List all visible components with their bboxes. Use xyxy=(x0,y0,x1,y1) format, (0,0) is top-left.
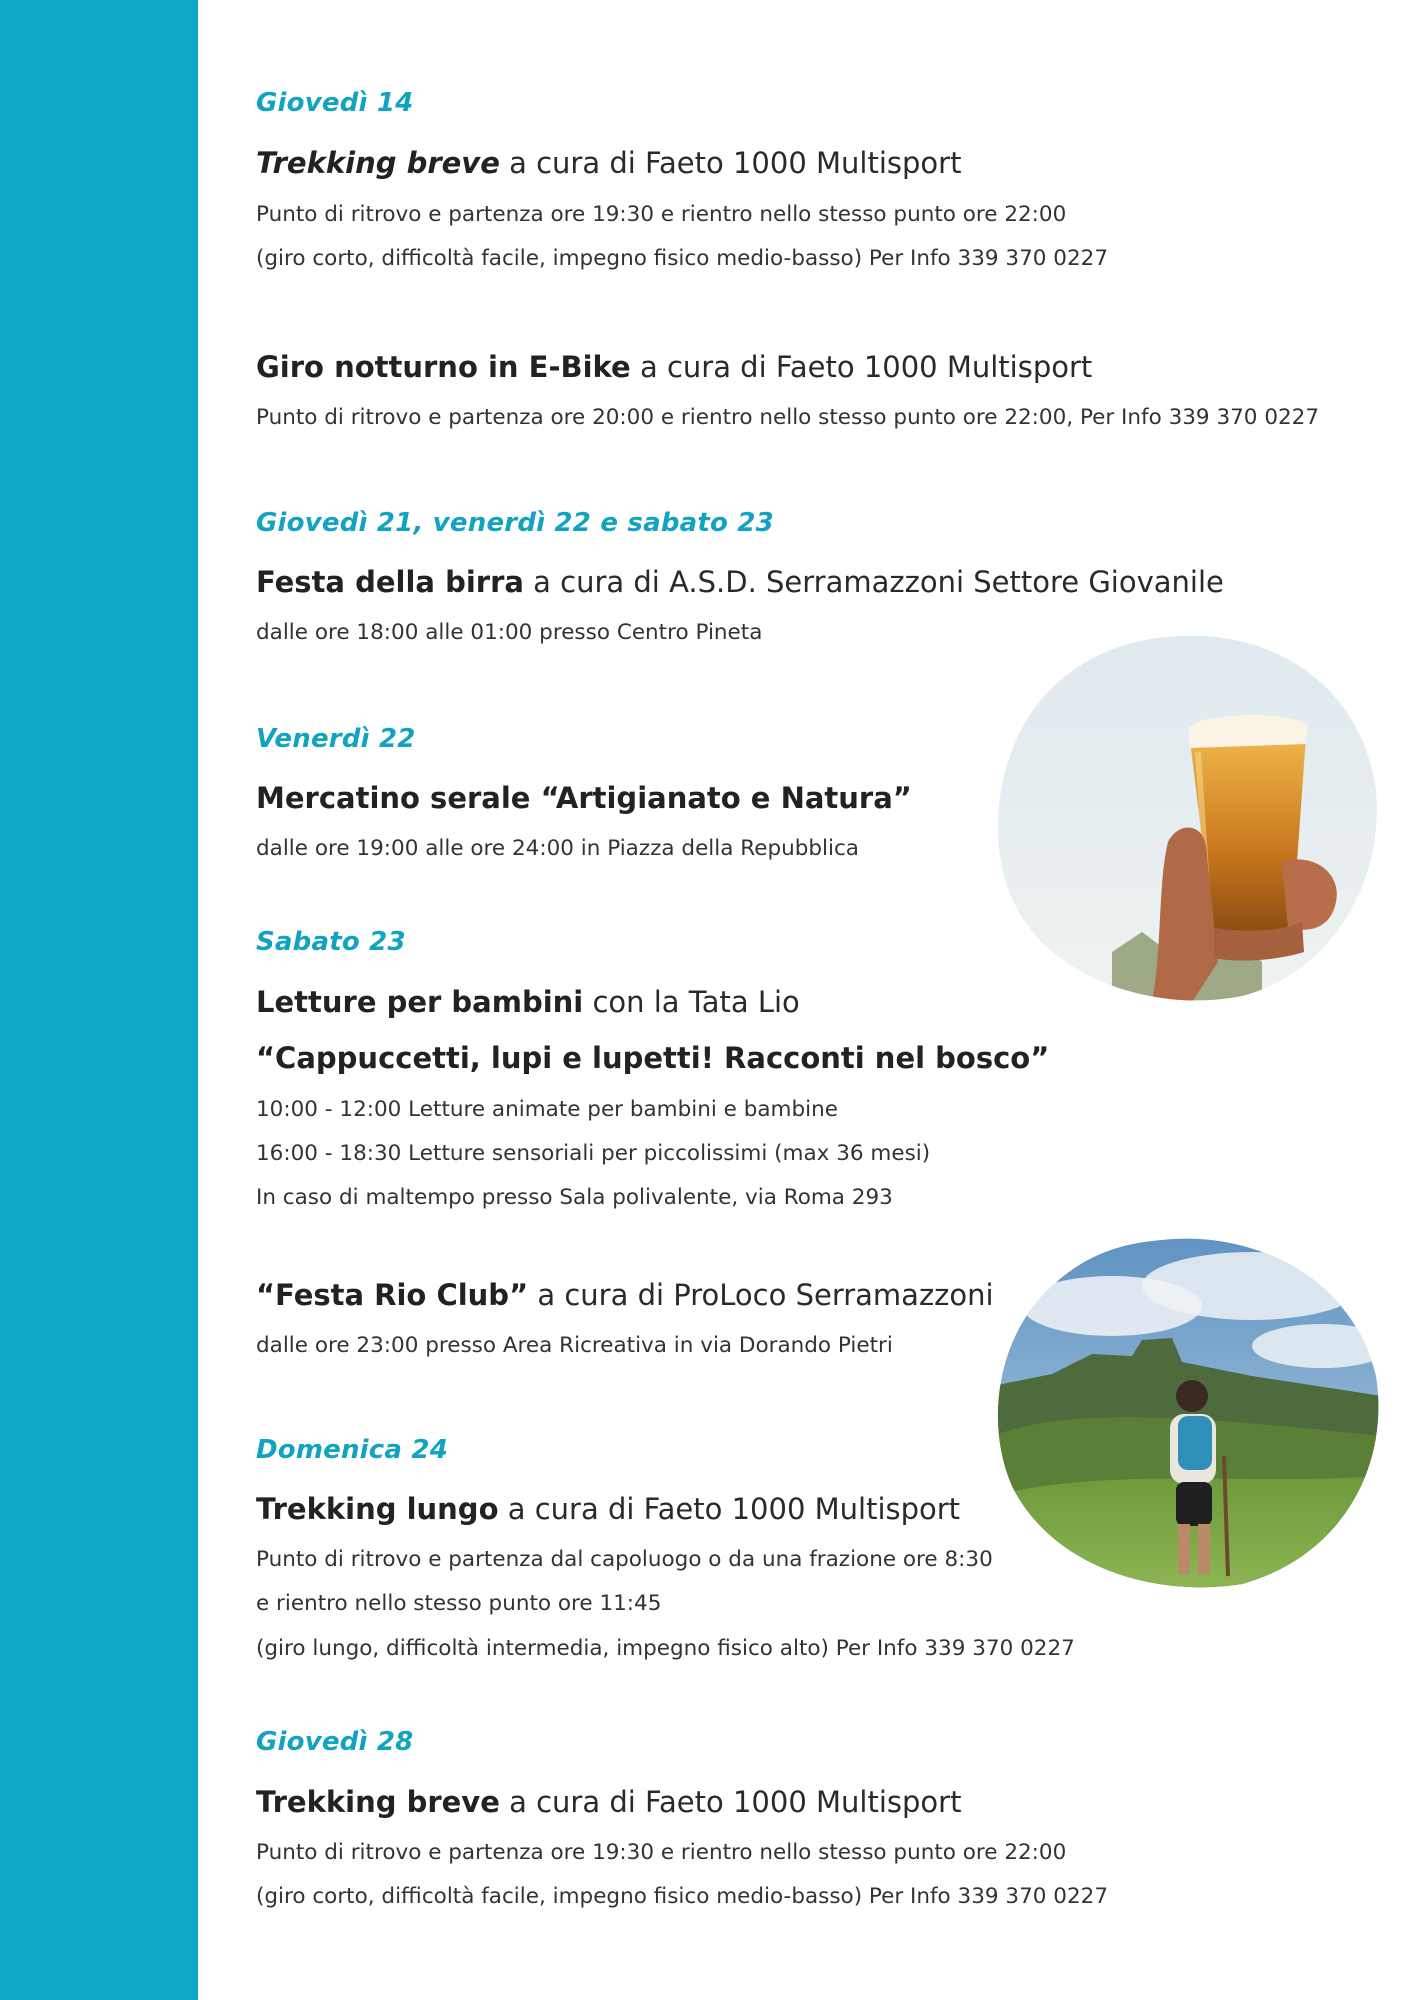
event-title-organizer: a cura di Faeto 1000 Multisport xyxy=(499,146,962,180)
day-heading-sabato-23: Sabato 23 xyxy=(256,927,406,957)
event-detail-line: dalle ore 23:00 presso Area Ricreativa in via Dorando Pietri xyxy=(256,1333,893,1358)
sidebar-accent-bar xyxy=(0,0,198,2000)
event-title-bold: Mercatino serale “Artigianato e Natura” xyxy=(256,781,912,815)
event-detail-line: 16:00 - 18:30 Letture sensoriali per piccolissimi (max 36 mesi) xyxy=(256,1141,931,1166)
event-subtitle-text: “Cappuccetti, lupi e lupetti! Racconti nel bosco” xyxy=(256,1041,1050,1075)
event-title-bold: Trekking lungo xyxy=(256,1492,499,1526)
day-heading-domenica-24: Domenica 24 xyxy=(256,1435,448,1465)
event-title-ebike xyxy=(256,350,1092,384)
day-heading-venerdi-22: Venerdì 22 xyxy=(256,724,416,754)
event-title-festa-birra xyxy=(256,565,1224,599)
day-heading-giovedi-28: Giovedì 28 xyxy=(256,1727,414,1757)
event-detail-line: (giro lungo, difficoltà intermedia, impegno fisico alto) Per Info 339 370 0227 xyxy=(256,1636,1075,1661)
event-title-organizer: a cura di Faeto 1000 Multisport xyxy=(499,1785,962,1819)
event-detail-line: dalle ore 19:00 alle ore 24:00 in Piazza della Repubblica xyxy=(256,836,859,861)
event-detail-line: Punto di ritrovo e partenza dal capoluogo o da una frazione ore 8:30 xyxy=(256,1547,993,1572)
event-detail-line: dalle ore 18:00 alle 01:00 presso Centro Pineta xyxy=(256,620,763,645)
event-title-bold: “Festa Rio Club” xyxy=(256,1278,529,1312)
event-title-bold: Letture per bambini xyxy=(256,985,584,1019)
event-title-organizer: a cura di Faeto 1000 Multisport xyxy=(630,350,1093,384)
event-detail-line: Punto di ritrovo e partenza ore 19:30 e rientro nello stesso punto ore 22:00 xyxy=(256,1840,1067,1865)
event-title-festa-rio-club xyxy=(256,1278,994,1312)
event-detail-line: Punto di ritrovo e partenza ore 19:30 e rientro nello stesso punto ore 22:00 xyxy=(256,202,1067,227)
event-title-mercatino xyxy=(256,781,912,815)
event-title-organizer: con la Tata Lio xyxy=(583,985,800,1019)
event-title-bold: Trekking breve xyxy=(256,1785,500,1819)
event-title-trekking-breve-28 xyxy=(256,1785,961,1819)
day-heading-giovedi-21: Giovedì 21, venerdì 22 e sabato 23 xyxy=(256,508,774,538)
event-title-bold: Giro notturno in E-Bike xyxy=(256,350,631,384)
event-detail-line: Punto di ritrovo e partenza ore 20:00 e rientro nello stesso punto ore 22:00, Per Info 339 370 0227 xyxy=(256,405,1320,430)
beer-glass-photo xyxy=(992,632,1378,1002)
event-title-bold: Trekking breve xyxy=(256,146,500,180)
event-detail-line: (giro corto, difficoltà facile, impegno fisico medio-basso) Per Info 339 370 0227 xyxy=(256,1884,1109,1909)
hiker-landscape-photo xyxy=(992,1236,1382,1590)
event-detail-line: 10:00 - 12:00 Letture animate per bambini e bambine xyxy=(256,1097,838,1122)
event-title-trekking-lungo xyxy=(256,1492,960,1526)
event-title-organizer: a cura di A.S.D. Serramazzoni Settore Giovanile xyxy=(523,565,1224,599)
event-title-trekking-breve xyxy=(256,146,961,180)
event-title-organizer: a cura di ProLoco Serramazzoni xyxy=(528,1278,994,1312)
day-heading-giovedi-14: Giovedì 14 xyxy=(256,88,414,118)
event-title-organizer: a cura di Faeto 1000 Multisport xyxy=(498,1492,961,1526)
event-subtitle xyxy=(256,1041,1049,1075)
event-title-bold: Festa della birra xyxy=(256,565,524,599)
event-detail-line: e rientro nello stesso punto ore 11:45 xyxy=(256,1591,662,1616)
event-detail-line: In caso di maltempo presso Sala polivalente, via Roma 293 xyxy=(256,1185,893,1210)
event-detail-line: (giro corto, difficoltà facile, impegno fisico medio-basso) Per Info 339 370 0227 xyxy=(256,246,1109,271)
event-title-letture xyxy=(256,985,800,1019)
